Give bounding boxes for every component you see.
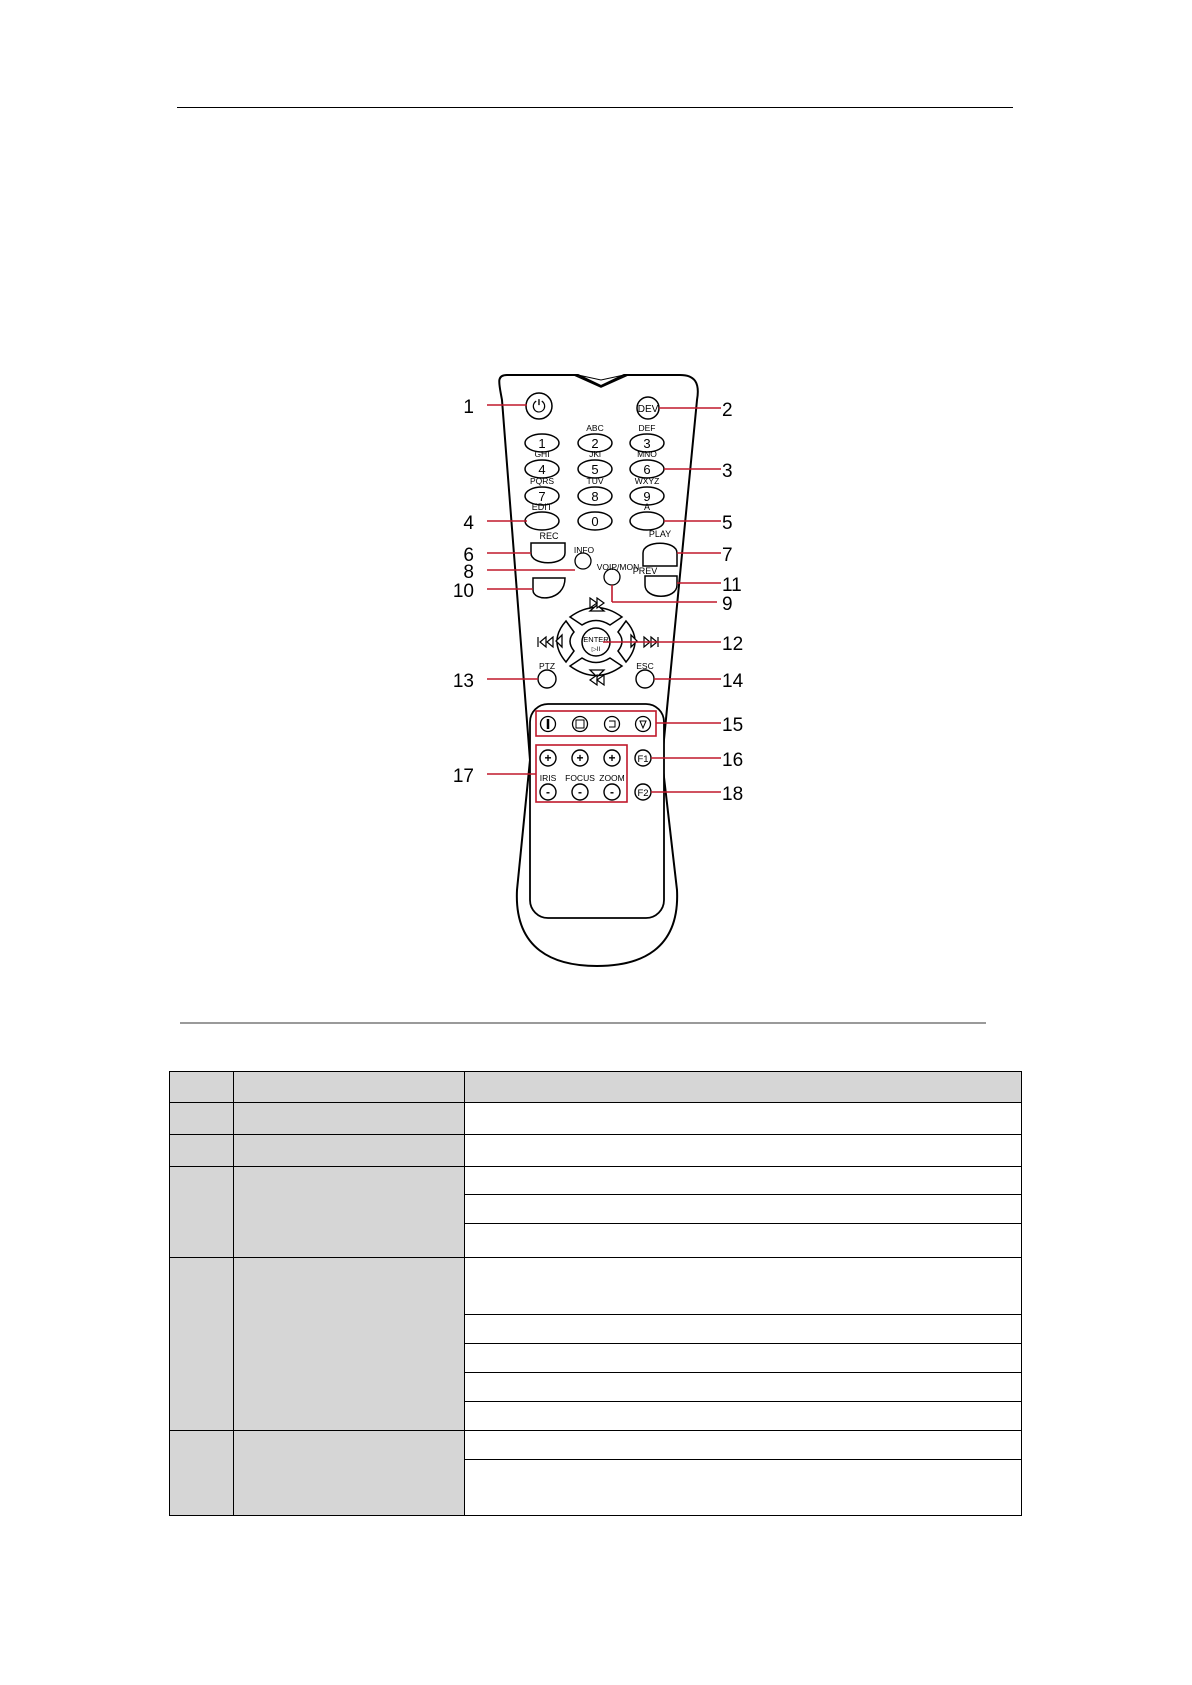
- svg-text:4: 4: [463, 513, 474, 534]
- svg-text:9: 9: [722, 594, 733, 615]
- svg-text:15: 15: [722, 715, 744, 736]
- svg-text:7: 7: [722, 545, 733, 566]
- svg-text:-: -: [610, 785, 614, 799]
- svg-text:6: 6: [463, 545, 474, 566]
- keypad-letters: WXYZ: [634, 476, 660, 486]
- svg-text:8: 8: [463, 562, 474, 583]
- svg-text:DEV: DEV: [637, 404, 659, 415]
- power-icon: ⏻: [532, 397, 546, 416]
- callout-15: [656, 715, 743, 736]
- svg-text:16: 16: [722, 750, 744, 771]
- svg-text:3: 3: [643, 436, 651, 451]
- section-rule: [180, 1022, 986, 1024]
- svg-text:F1: F1: [637, 754, 649, 765]
- callout-7: [677, 545, 733, 566]
- svg-text:5: 5: [591, 462, 599, 477]
- zoom-label: ZOOM: [599, 773, 625, 783]
- callout-17: [453, 766, 536, 787]
- keypad-letters: GHI: [534, 449, 550, 459]
- table-row: [170, 1103, 1022, 1135]
- svg-text:10: 10: [452, 581, 474, 602]
- callout-11: [677, 575, 742, 596]
- table-row: [170, 1167, 1022, 1195]
- svg-text:1: 1: [538, 436, 546, 451]
- svg-text:+: +: [608, 751, 616, 765]
- table-header-row: [170, 1072, 1022, 1103]
- zoom-plus-button[interactable]: [604, 750, 620, 766]
- svg-text:PREV: PREV: [632, 566, 658, 576]
- ptz-button[interactable]: [538, 661, 556, 688]
- iris-minus-button[interactable]: [540, 784, 556, 800]
- svg-text:-: -: [578, 785, 582, 799]
- svg-text:+: +: [544, 751, 552, 765]
- svg-text:0: 0: [591, 514, 599, 529]
- focus-label: FOCUS: [565, 773, 595, 783]
- keypad-letters: DEF: [638, 423, 656, 433]
- svg-text:17: 17: [452, 766, 474, 787]
- svg-text:INFO: INFO: [573, 545, 595, 555]
- svg-text:+: +: [576, 751, 584, 765]
- focus-plus-button[interactable]: [572, 750, 588, 766]
- svg-text:PLAY: PLAY: [648, 529, 672, 539]
- svg-text:EDIT: EDIT: [531, 502, 553, 512]
- keypad-letters: TUV: [586, 476, 604, 486]
- table-row: [170, 1258, 1022, 1315]
- svg-text:PTZ: PTZ: [538, 661, 556, 671]
- dev-button[interactable]: [637, 397, 659, 419]
- svg-text:A: A: [643, 502, 651, 512]
- svg-text:4: 4: [538, 462, 546, 477]
- power-button[interactable]: [526, 393, 552, 419]
- svg-text:7: 7: [538, 489, 546, 504]
- svg-text:REC: REC: [539, 531, 559, 541]
- svg-text:VOIP/MON: VOIP/MON: [596, 562, 640, 572]
- svg-text:ESC: ESC: [636, 661, 654, 671]
- zoom-minus-button[interactable]: [604, 784, 620, 800]
- digit-0-button[interactable]: [578, 512, 612, 530]
- keypad-letters: PQRS: [529, 476, 555, 486]
- focus-minus-button[interactable]: [572, 784, 588, 800]
- svg-text:3: 3: [722, 461, 733, 482]
- iris-label: IRIS: [539, 773, 557, 783]
- svg-text:13: 13: [452, 671, 474, 692]
- svg-text:2: 2: [591, 436, 599, 451]
- table-row: [170, 1431, 1022, 1460]
- svg-text:11: 11: [722, 575, 742, 596]
- iris-plus-button[interactable]: [540, 750, 556, 766]
- svg-text:F2: F2: [637, 788, 649, 799]
- svg-text:12: 12: [722, 634, 744, 655]
- keypad-letters: JKl: [589, 449, 601, 459]
- svg-text:5: 5: [722, 513, 733, 534]
- f2-button[interactable]: [635, 784, 651, 800]
- f1-button[interactable]: [635, 750, 651, 766]
- keypad-letters: MNO: [637, 449, 657, 459]
- svg-text:9: 9: [643, 489, 651, 504]
- svg-text:18: 18: [722, 784, 744, 805]
- svg-text:2: 2: [722, 400, 733, 421]
- esc-button[interactable]: [636, 661, 654, 688]
- button-description-table: [169, 1071, 1022, 1516]
- digit-7-button[interactable]: [525, 476, 559, 505]
- svg-text:14: 14: [722, 671, 744, 692]
- digit-9-button[interactable]: [630, 476, 664, 505]
- keypad-letters: ABC: [586, 423, 604, 433]
- svg-text:8: 8: [591, 489, 599, 504]
- svg-text:-: -: [546, 785, 550, 799]
- numeric-keypad: [525, 423, 664, 505]
- svg-text:1: 1: [463, 397, 474, 418]
- svg-text:6: 6: [643, 462, 651, 477]
- svg-text:▷II: ▷II: [591, 646, 601, 653]
- table-row: [170, 1135, 1022, 1167]
- svg-text:ENTER: ENTER: [583, 635, 609, 644]
